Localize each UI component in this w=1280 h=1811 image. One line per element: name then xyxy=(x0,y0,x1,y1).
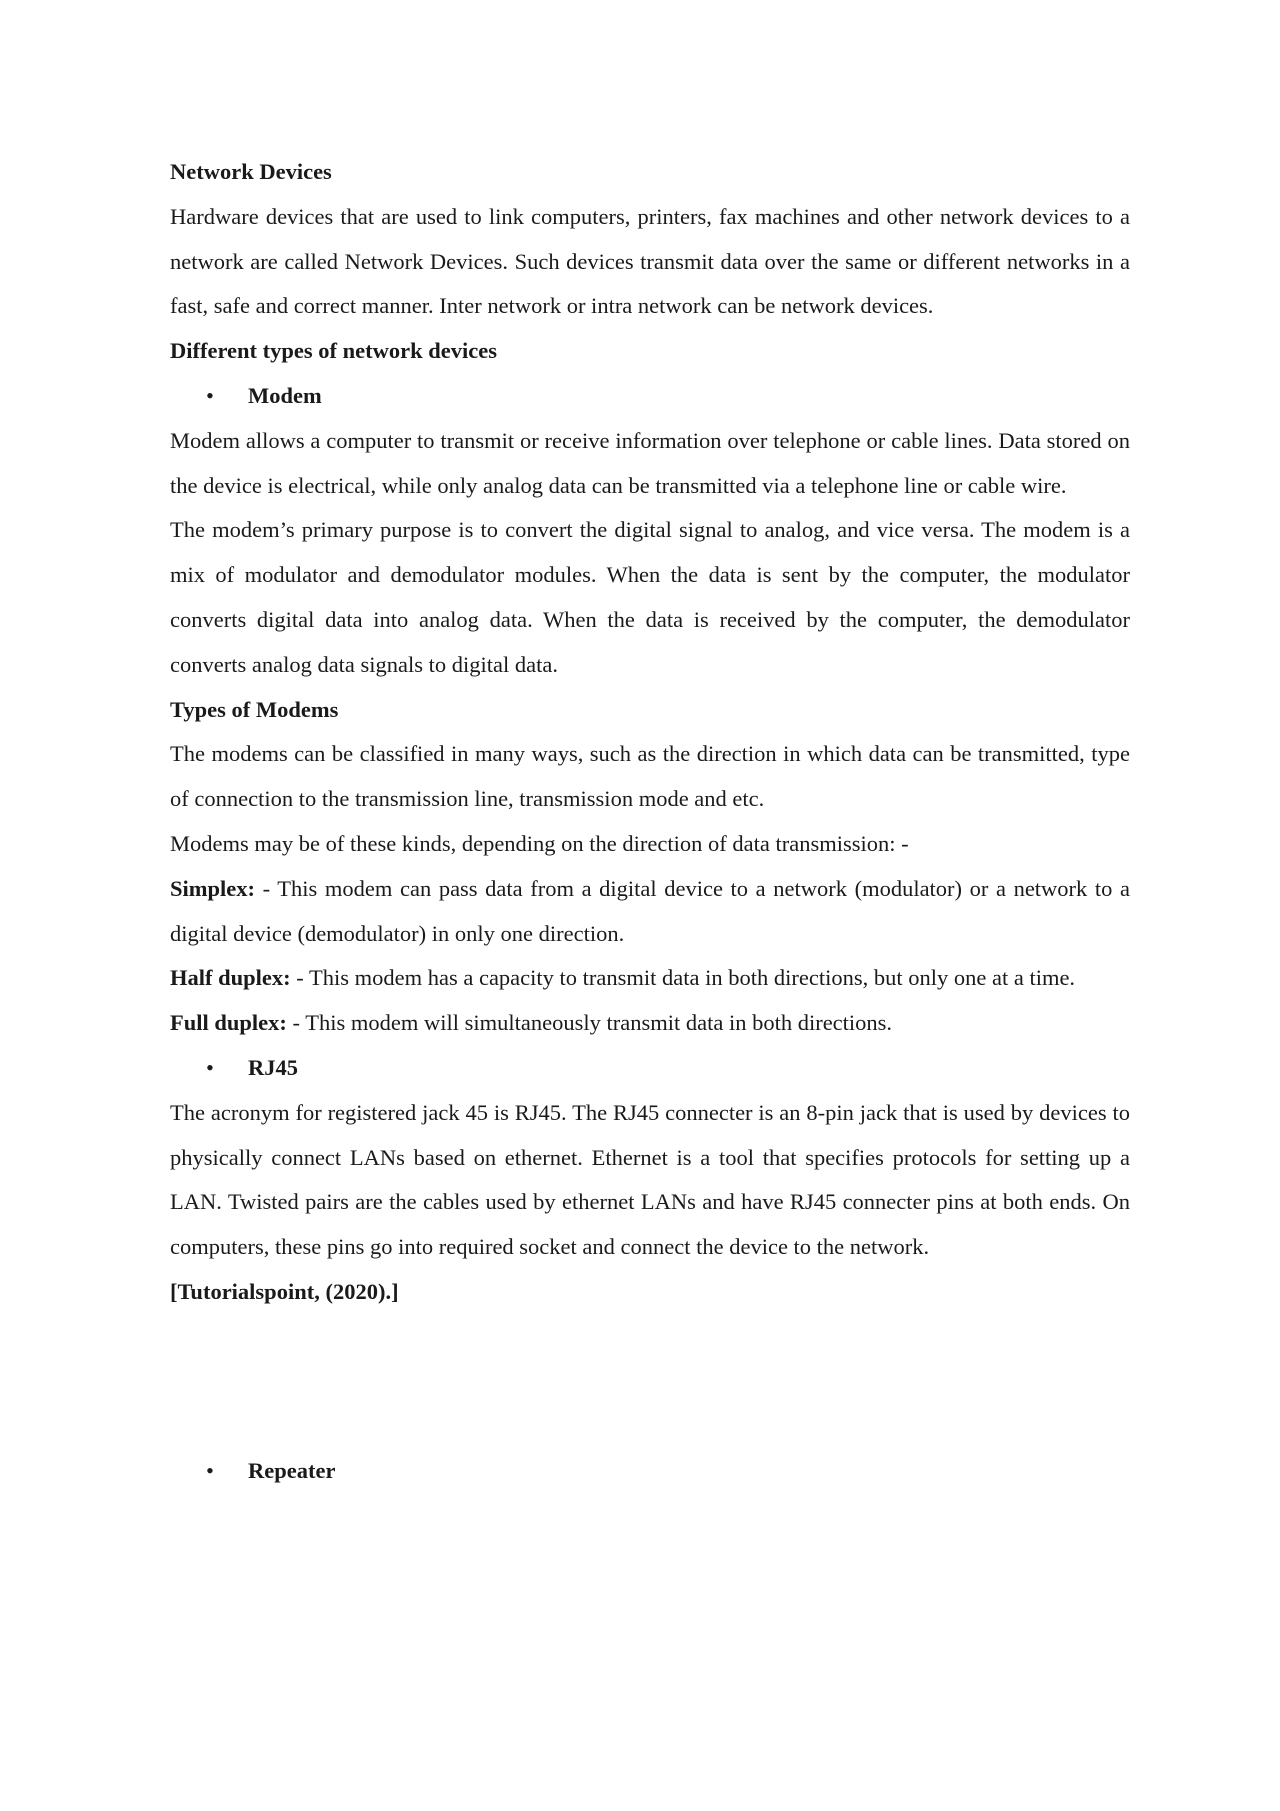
modem-paragraph-1: Modem allows a computer to transmit or receive information over telephone or cable lines. Data stored on the device is electrical, while only analog data can be transmitted via a telephone line or cable wire. xyxy=(170,427,1130,498)
bullet-modem xyxy=(170,374,1130,419)
bullet-modem-label: Modem xyxy=(248,382,322,408)
rj45-paragraph: The acronym for registered jack 45 is RJ45. The RJ45 connecter is an 8-pin jack that is used by devices to physically connect LANs based on ethernet. Ethernet is a tool that specifies protocols for setting up a LAN. Twisted pairs are the cables used by ethernet LANs and have RJ45 connecter pins at both ends. On computers, these pins go into required socket and connect the device to the network. xyxy=(170,1099,1130,1260)
full-duplex-paragraph xyxy=(170,1001,1130,1046)
citation: [Tutorialspoint, (2020).] xyxy=(170,1278,399,1304)
modem-paragraph-2: The modem’s primary purpose is to convert the digital signal to analog, and vice versa. The modem is a mix of modulator and demodulator modules. When the data is sent by the computer, the modulator converts digital data into analog data. When the data is received by the computer, the demodulator converts analog data signals to digital data. xyxy=(170,517,1130,677)
modem-types-heading: Types of Modems xyxy=(170,696,339,722)
modem-types-paragraph-1: The modems can be classified in many ways, such as the direction in which data can be transmitted, type of connection to the transmission line, transmission mode and etc. xyxy=(170,741,1130,812)
document-title: Network Devices xyxy=(170,159,332,184)
intro-paragraph: Hardware devices that are used to link computers, printers, fax machines and other network devices to a network are called Network Devices. Such devices transmit data over the same or different networks in a fast, safe and correct manner. Inter network or intra network can be network devices. xyxy=(170,203,1130,319)
bullet-rj45 xyxy=(170,1046,1130,1091)
full-duplex-label: Full duplex: xyxy=(170,1010,287,1036)
blank-space xyxy=(170,1315,1130,1449)
bullet-repeater xyxy=(170,1449,1130,1494)
bullet-repeater-label: Repeater xyxy=(248,1457,336,1483)
bullet-icon: • xyxy=(206,382,214,408)
bullet-icon: • xyxy=(206,1457,214,1483)
half-duplex-text: - This modem has a capacity to transmit data in both directions, but only one at a time. xyxy=(290,965,1076,991)
simplex-text: - This modem can pass data from a digital device to a network (modulator) or a network to a digital device (demodulator) in only one direction. xyxy=(170,875,1130,946)
document-page xyxy=(170,150,1130,1494)
simplex-label: Simplex: xyxy=(170,875,256,901)
half-duplex-label: Half duplex: xyxy=(170,965,291,991)
modem-types-paragraph-2: Modems may be of these kinds, depending on the direction of data transmission: - xyxy=(170,830,909,856)
simplex-paragraph xyxy=(170,867,1130,957)
bullet-rj45-label: RJ45 xyxy=(248,1054,298,1080)
half-duplex-paragraph xyxy=(170,956,1130,1001)
bullet-icon: • xyxy=(206,1054,214,1080)
full-duplex-text: - This modem will simultaneously transmit data in both directions. xyxy=(286,1010,893,1036)
types-heading: Different types of network devices xyxy=(170,338,498,364)
